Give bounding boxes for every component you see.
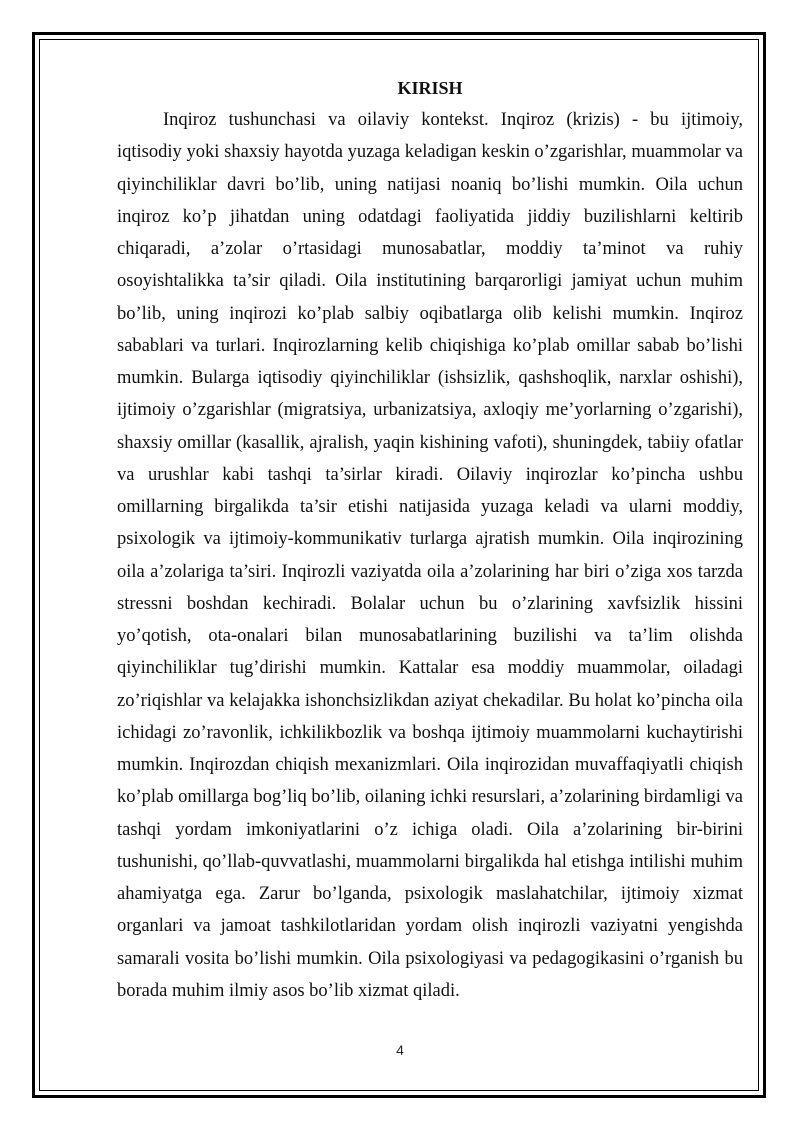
page-number: 4 — [396, 1042, 404, 1058]
document-title: KIRISH — [397, 78, 463, 98]
document-body-paragraph: Inqiroz tushunchasi va oilaviy kontekst. Inqiroz (krizis) - bu ijtimoiy, iqtisodiy yoki shaxsiy hayotda yuzaga keladigan keskin o’zgarishlar, muammolar va qiyinchiliklar davri bo’lib, uning natijasi noaniq bo’lishi mumkin. Oila uchun inqiroz ko’p jihatdan uning odatdagi faoliyatida jiddiy buzilishlarni keltirib chiqaradi, a’zolar o’rtasidagi munosabatlar, moddiy ta’minot va ruhiy osoyishtalikka ta’sir qiladi. Oila institutining barqarorligi jamiyat uchun muhim bo’lib, uning inqirozi ko’plab salbiy oqibatlarga olib kelishi mumkin. Inqiroz sabablari va turlari. Inqirozlarning kelib chiqishiga ko’plab omillar sabab bo’lishi mumkin. Bularga iqtisodiy qiyinchiliklar (ishsizlik, qashshoqlik, narxlar oshishi), ijtimoiy o’zgarishlar (migratsiya, urbanizatsiya, axloqiy me’yorlarning o’zgarishi), shaxsiy omillar (kasallik, ajralish, yaqin kishining vafoti), shuningdek, tabiiy ofatlar va urushlar kabi tashqi ta’sirlar kiradi. Oilaviy inqirozlar ko’pincha ushbu omillarning birgalikda ta’sir etishi natijasida yuzaga keladi va ularni moddiy, psixologik va ijtimoiy-kommunikativ turlarga ajratish mumkin. Oila inqirozining oila a’zolariga ta’siri. Inqirozli vaziyatda oila a’zolarining har biri o’ziga xos tarzda stressni boshdan kechiradi. Bolalar uchun bu o’zlarining xavfsizlik hissini yo’qotish, ota-onalari bilan munosabatlarining buzilishi va ta’lim olishda qiyinchiliklar tug’dirishi mumkin. Kattalar esa moddiy muammolar, oiladagi zo’riqishlar va kelajakka ishonchsizlikdan aziyat chekadilar. Bu holat ko’pincha oila ichidagi zo’ravonlik, ichkilikbozlik va boshqa ijtimoiy muammolarni kuchaytirishi mumkin. Inqirozdan chiqish mexanizmlari. Oila inqirozidan muvaffaqiyatli chiqish ko’plab omillarga bog’liq bo’lib, oilaning ichki resurslari, a’zolarining birdamligi va tashqi yordam imkoniyatlarini o’z ichiga oladi. Oila a’zolarining bir-birini tushunishi, qo’llab-quvvatlashi, muammolarni birgalikda hal etishga intilishi muhim ahamiyatga ega. Zarur bo’lganda, psixologik maslahatchilar, ijtimoiy xizmat organlari va jamoat tashkilotlaridan yordam olish inqirozli vaziyatni yengishda samarali vosita bo’lishi mumkin. Oila psixologiyasi va pedagogikasini o’rganish bu borada muhim ilmiy asos bo’lib xizmat qiladi. — [117, 110, 743, 1001]
document-content — [117, 72, 743, 1007]
